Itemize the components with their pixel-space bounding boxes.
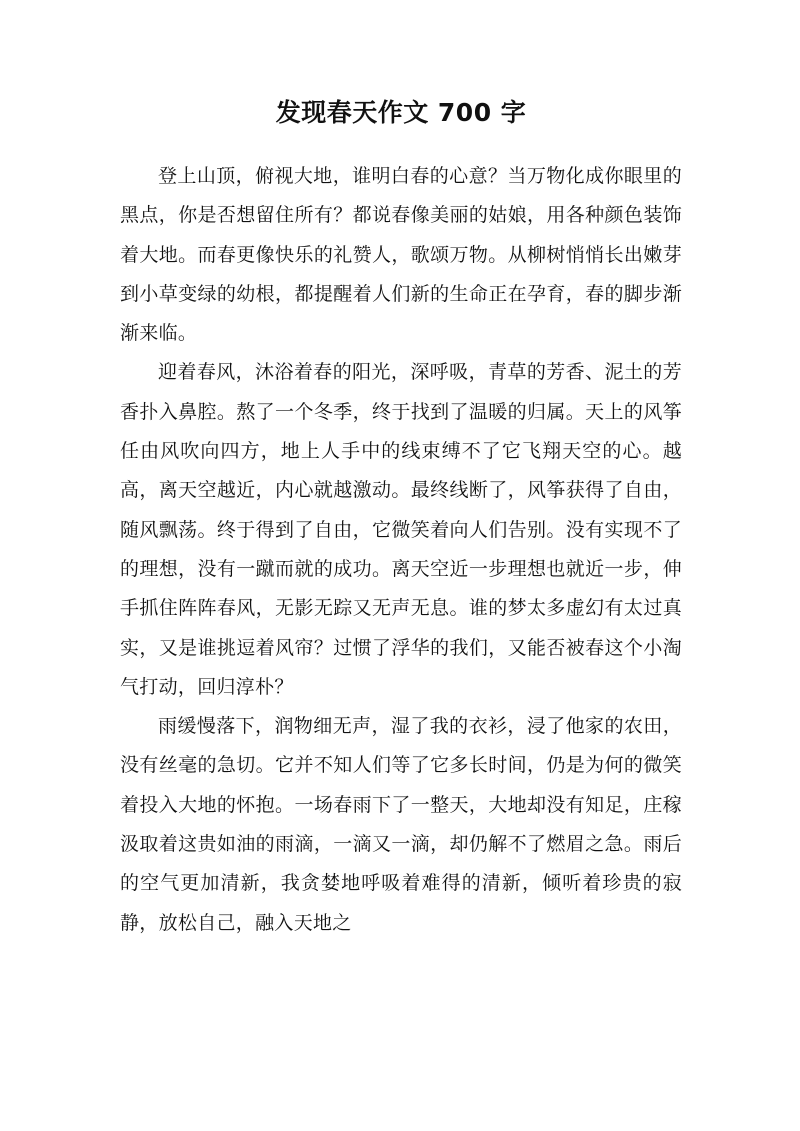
- document-page: [120, 93, 682, 943]
- document-title: 发现春天作文 700 字: [275, 98, 527, 127]
- paragraph-1: 登上山顶，俯视大地，谁明白春的心意？当万物化成你眼里的黑点，你是否想留住所有？都说春像美丽的姑娘，用各种颜色装饰着大地。而春更像快乐的礼赞人，歌颂万物。从柳树悄悄长出嫩芽到小草变绿的幼根，都提醒着人们新的生命正在孕育，春的脚步渐渐来临。: [120, 165, 682, 345]
- paragraph-3: 雨缓慢落下，润物细无声，湿了我的衣衫，浸了他家的农田，没有丝毫的急切。它并不知人们等了它多长时间，仍是为何的微笑着投入大地的怀抱。一场春雨下了一整天，大地却没有知足，庄稼汲取着这贵如油的雨滴，一滴又一滴，却仍解不了燃眉之急。雨后的空气更加清新，我贪婪地呼吸着难得的清新，倾听着珍贵的寂静，放松自己，融入天地之: [120, 715, 682, 934]
- paragraph-2: 迎着春风，沐浴着春的阳光，深呼吸，青草的芳香、泥土的芳香扑入鼻腔。熬了一个冬季，终于找到了温暖的归属。天上的风筝任由风吹向四方，地上人手中的线束缚不了它飞翔天空的心。越高，离天空越近，内心就越激动。最终线断了，风筝获得了自由，随风飘荡。终于得到了自由，它微笑着向人们告别。没有实现不了的理想，没有一蹴而就的成功。离天空近一步理想也就近一步，伸手抓住阵阵春风，无影无踪又无声无息。谁的梦太多虚幻有太过真实，又是谁挑逗着风帘？过惯了浮华的我们，又能否被春这个小淘气打动，回归淳朴？: [120, 361, 682, 698]
